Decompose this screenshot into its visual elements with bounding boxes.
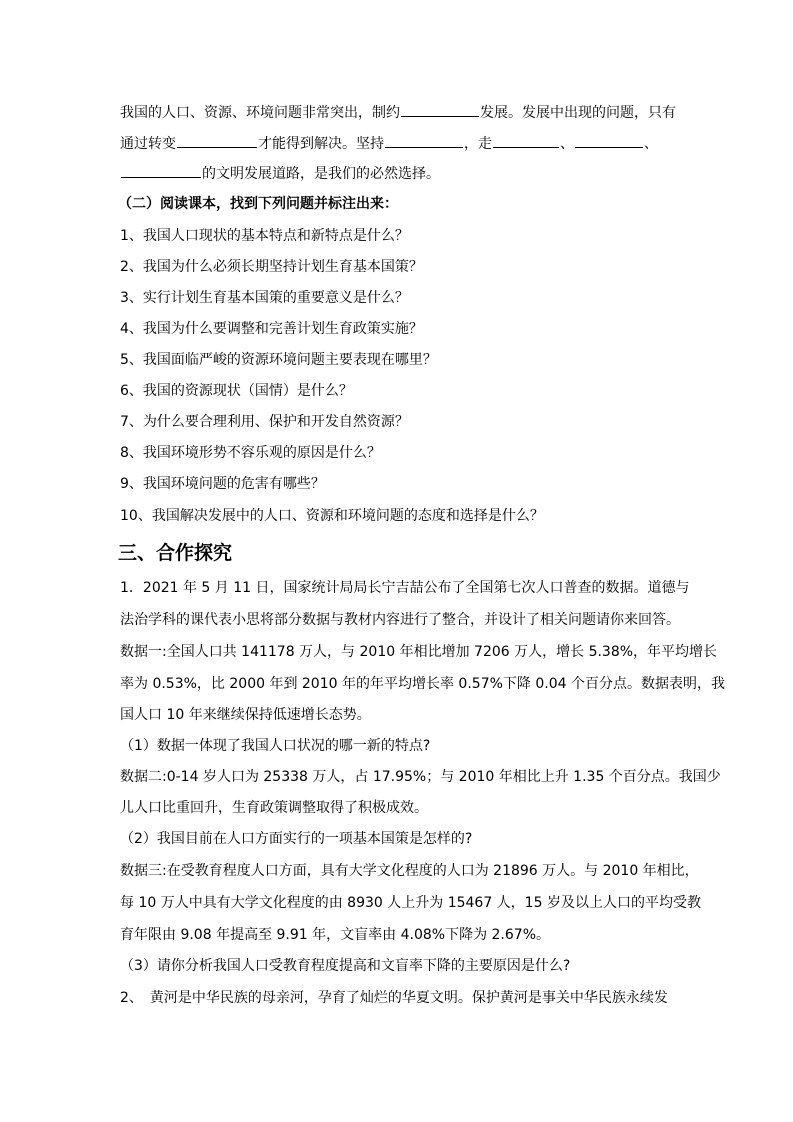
body-line: 数据二:0-14 岁人口为 25338 万人，占 17.95%；与 2010 年相比上升 1.35 个百分点。我国少 — [120, 769, 721, 785]
fill-blank[interactable] — [401, 102, 479, 117]
body-line: 育年限由 9.08 年提高至 9.91 年，文盲率由 4.08%下降为 2.67%。 — [120, 927, 550, 943]
question-item: 10、我国解决发展中的人口、资源和环境问题的态度和选择是什么？ — [120, 508, 544, 524]
body-line: 数据一:全国人口共 141178 万人，与 2010 年相比增加 7206 万人，增长 5.38%，年平均增长 — [120, 644, 718, 660]
question-item: 5、我国面临严峻的资源环境问题主要表现在哪里？ — [120, 352, 437, 368]
question-item: 1、我国人口现状的基本特点和新特点是什么？ — [120, 228, 409, 244]
question-line: （1）数据一体现了我国人口状况的哪一新的特点? — [120, 738, 431, 754]
body-line: 国人口 10 年来继续保持低速增长态势。 — [120, 707, 371, 723]
para1-line1 — [120, 102, 676, 123]
text: 的文明发展道路，是我们的必然选择。 — [202, 166, 440, 182]
text: 才能得到解决。坚持 — [258, 136, 384, 152]
text: 我国的人口、资源、环境问题非常突出，制约 — [120, 105, 400, 121]
question-item: 6、我国的资源现状（国情）是什么？ — [120, 383, 353, 399]
question-item: 8、我国环境形势不容乐观的原因是什么？ — [120, 445, 381, 461]
section-title: 三、合作探究 — [118, 542, 233, 564]
body-line: 每 10 万人中具有大学文化程度的由 8930 人上升为 15467 人，15 岁及以上人口的平均受教 — [120, 895, 701, 911]
para1-line3 — [120, 163, 440, 184]
para1-line2 — [120, 133, 658, 154]
question-item: 7、为什么要合理利用、保护和开发自然资源？ — [120, 414, 409, 430]
text: 、 — [560, 136, 574, 152]
fill-blank[interactable] — [121, 163, 201, 178]
body-line: 1．2021 年 5 月 11 日，国家统计局局长宁吉喆公布了全国第七次人口普查的数据。道德与 — [120, 580, 690, 596]
fill-blank[interactable] — [177, 133, 257, 148]
text: 、 — [644, 136, 658, 152]
question-item: 3、实行计划生育基本国策的重要意义是什么？ — [120, 290, 409, 306]
question-item: 4、我国为什么要调整和完善计划生育政策实施？ — [120, 321, 423, 337]
body-line: 儿人口比重回升，生育政策调整取得了积极成效。 — [120, 800, 428, 816]
question-item: 9、我国环境问题的危害有哪些？ — [120, 476, 325, 492]
question-line: （3）请你分析我国人口受教育程度提高和文盲率下降的主要原因是什么? — [120, 958, 571, 974]
reading-heading: （二）阅读课本，找到下列问题并标注出来： — [118, 196, 398, 212]
fill-blank[interactable] — [575, 133, 643, 148]
fill-blank[interactable] — [493, 133, 559, 148]
text: 发展。发展中出现的问题，只有 — [480, 105, 676, 121]
body-line: 数据三:在受教育程度人口方面，具有大学文化程度的人口为 21896 万人。与 2010 年相比， — [120, 863, 699, 879]
body-line: 法治学科的课代表小思将部分数据与教材内容进行了整合，并设计了相关问题请你来回答。 — [120, 612, 680, 628]
body-line: 率为 0.53%，比 2000 年到 2010 年的年平均增长率 0.57%下降 0.04 个百分点。数据表明，我 — [120, 676, 725, 692]
fill-blank[interactable] — [385, 133, 463, 148]
question-line: （2）我国目前在人口方面实行的一项基本国策是怎样的? — [120, 831, 473, 847]
text: 通过转变 — [120, 136, 176, 152]
question-item: 2、我国为什么必须长期坚持计划生育基本国策？ — [120, 259, 423, 275]
text: ，走 — [464, 136, 492, 152]
body-line: 2、 黄河是中华民族的母亲河，孕育了灿烂的华夏文明。保护黄河是事关中华民族永续发 — [120, 990, 668, 1006]
